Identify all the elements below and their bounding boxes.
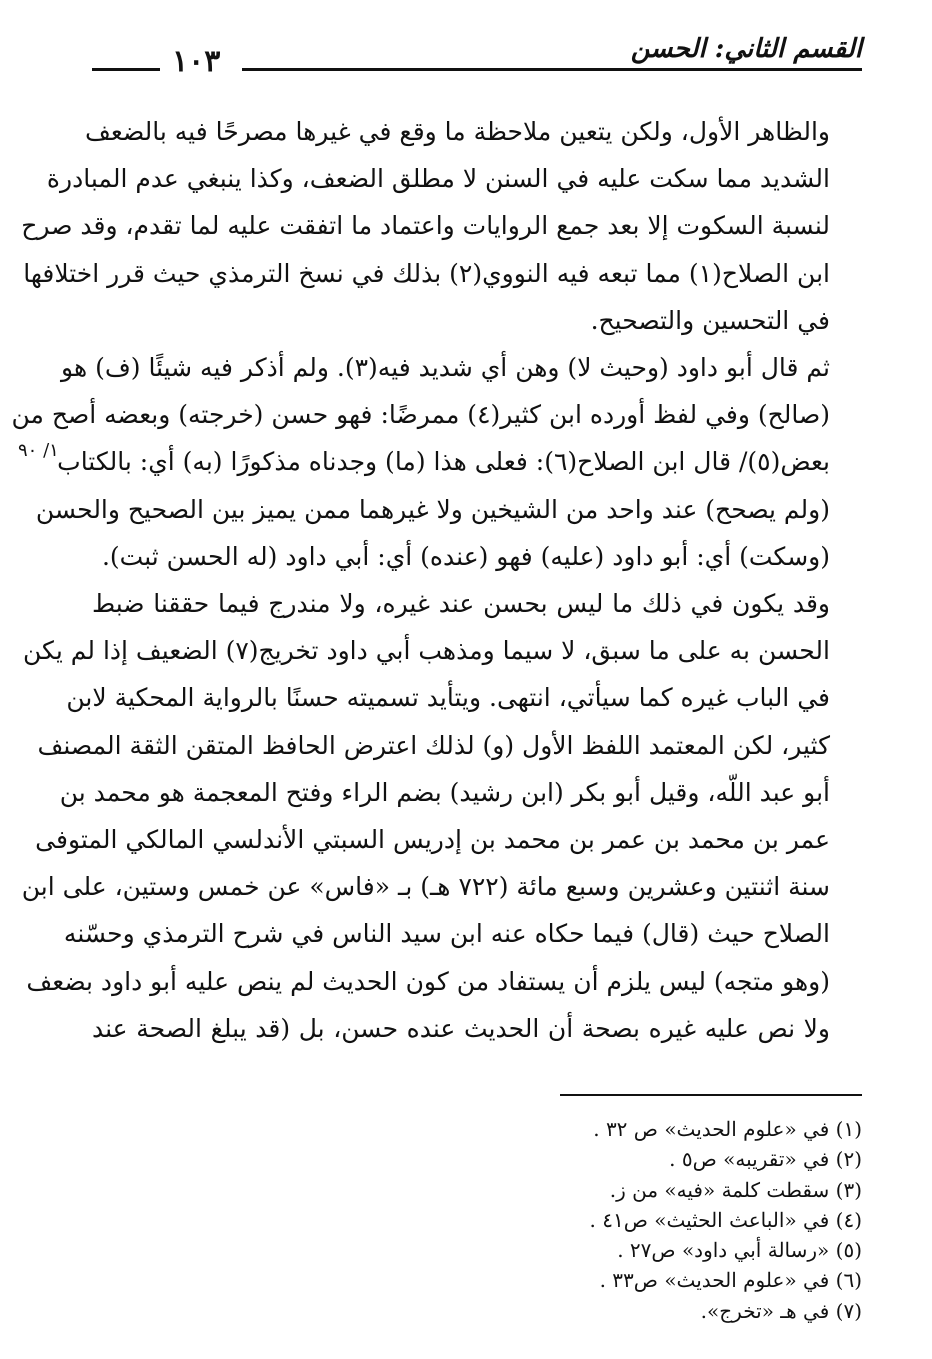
text-line: كثير، لكن المعتمد اللفظ الأول (و) لذلك اعترض الحافظ المتقن الثقة المصنف xyxy=(37,730,830,760)
text-line: بعض(٥)/ قال ابن الصلاح(٦): فعلى هذا (ما) وجدناه مذكورًا (به) أي: بالكتاب xyxy=(57,447,830,477)
paragraph xyxy=(21,108,862,344)
header-rule-right xyxy=(242,68,862,71)
header-rule-left xyxy=(92,68,160,71)
footnote: (١) في «علوم الحديث» ص ٣٢ . xyxy=(593,1117,862,1141)
footnote: (٢) في «تقريبه» ص٥ . xyxy=(669,1147,862,1172)
text-line: (وسكت) أي: أبو داود (عليه) فهو (عنده) أي: أبي داود (له الحسن ثبت). xyxy=(101,541,830,571)
text-line: في الباب غيره كما سيأتي، انتهى. ويتأيد تسميته حسنًا بالرواية المحكية لابن xyxy=(66,683,830,713)
text-line: والظاهر الأول، ولكن يتعين ملاحظة ما وقع في غيرها مصرحًا فيه بالضعف xyxy=(85,117,830,146)
text-line: الحسن به على ما سبق، لا سيما ومذهب أبي داود تخريج(٧) الضعيف إذا لم يكن xyxy=(23,636,830,666)
running-title: القسم الثاني: الحسن xyxy=(630,34,862,64)
text-line: (وهو متجه) ليس يلزم أن يستفاد من كون الحديث لم ينص عليه أبو داود بضعف xyxy=(26,966,830,996)
text-line: أبو عبد اللّه، وقيل أبو بكر (ابن رشيد) بضم الراء وفتح المعجمة هو محمد بن xyxy=(59,777,830,807)
footnote-separator xyxy=(560,1094,862,1096)
margin-note: ١/ ٩٠ xyxy=(18,440,59,461)
text-line: ولا نص عليه غيره بصحة أن الحديث عنده حسن، بل (قد يبلغ الصحة عند xyxy=(92,1013,830,1043)
text-line: (ولم يصحح) عند واحد من الشيخين ولا غيرهما ممن يميز بين الصحيح والحسن xyxy=(35,494,830,524)
paragraph xyxy=(21,580,862,1052)
page-header xyxy=(92,30,862,80)
text-line: ثم قال أبو داود (وحيث لا) وهن أي شديد فيه(٣). ولم أذكر فيه شيئًا (ف) هو xyxy=(61,353,830,383)
page-number: ١٠٣ xyxy=(172,44,221,79)
text-line: الصلاح حيث (قال) فيما حكاه عنه ابن سيد الناس في شرح الترمذي وحسّنه xyxy=(63,919,830,949)
footnote: (٥) «رسالة أبي داود» ص٢٧ . xyxy=(617,1238,862,1263)
footnote: (٧) في هـ «تخرج». xyxy=(700,1298,862,1323)
text-line: الشديد مما سكت عليه في السنن لا مطلق الضعف، وكذا ينبغي عدم المبادرة xyxy=(46,164,830,194)
footnote: (٣) سقطت كلمة «فيه» من ز. xyxy=(609,1177,862,1202)
text-line: سنة اثنتين وعشرين وسبع مائة (٧٢٢ هـ) بـ «فاس» عن خمس وستين، على ابن xyxy=(21,872,830,902)
footnotes xyxy=(362,1114,862,1326)
text-line: لنسبة السكوت إلا بعد جمع الروايات واعتماد ما اتفقت عليه لما تقدم، وقد صرح xyxy=(21,211,830,241)
footnote: (٤) في «الباعث الحثيث» ص٤١ . xyxy=(589,1207,862,1232)
text-line: في التحسين والتصحيح. xyxy=(590,305,830,335)
text-line: ابن الصلاح(١) مما تبعه فيه النووي(٢) بذلك في نسخ الترمذي حيث قرر اختلافها xyxy=(23,258,830,288)
text-line: وقد يكون في ذلك ما ليس بحسن عند غيره، ولا مندرج فيما حققنا ضبط xyxy=(92,589,830,619)
footnote: (٦) في «علوم الحديث» ص٣٣ . xyxy=(599,1268,862,1293)
text-line: عمر بن محمد بن عمر بن محمد بن إدريس السبتي الأندلسي المالكي المتوفى xyxy=(35,825,830,855)
text-line: (صالح) وفي لفظ أورده ابن كثير(٤) ممرضًا: فهو حسن (خرجته) وبعضه أصح من xyxy=(11,400,830,430)
